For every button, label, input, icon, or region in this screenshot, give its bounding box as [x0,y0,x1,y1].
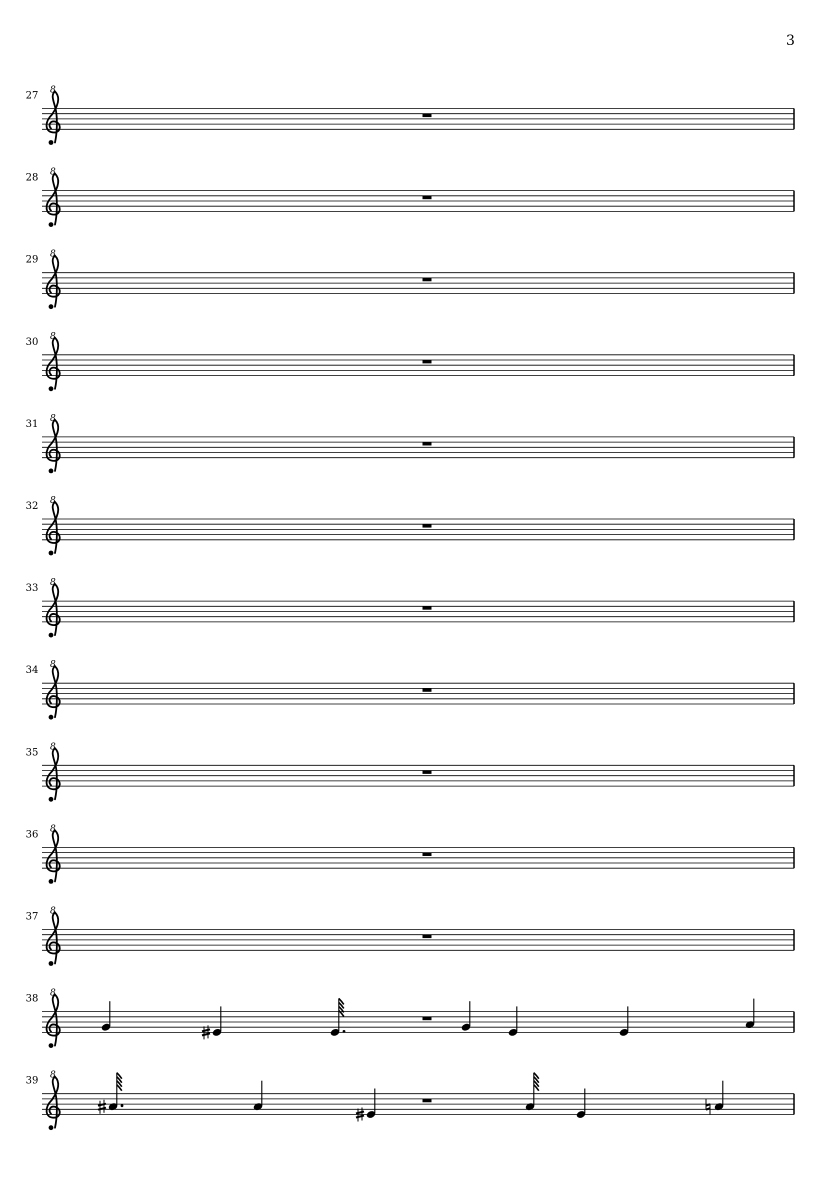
treble-clef-icon-tail [49,551,54,556]
ottava-mark: 8 [50,167,56,178]
page-number: 3 [786,33,795,49]
ottava-mark: 8 [50,496,56,506]
ottava-mark: 8 [50,742,56,753]
measure-number: 36 [25,829,39,841]
treble-clef-icon-tail [49,140,54,145]
treble-clef-icon [47,420,60,471]
measure-number: 27 [25,90,39,102]
system-34 [26,660,794,719]
measure-number: 33 [25,583,39,595]
rest [423,524,432,527]
system-37 [26,907,794,966]
rest [423,935,432,938]
treble-clef-icon [47,748,60,799]
rest [423,196,432,199]
measure-number: 38 [25,993,39,1005]
measure-number: 37 [25,911,39,923]
rest [423,771,432,774]
treble-clef-icon [47,913,60,964]
rest [423,114,432,117]
treble-clef-icon [47,338,60,389]
system-27 [26,86,794,145]
rest [423,853,432,856]
treble-clef-icon-tail [49,715,54,720]
treble-clef-icon-tail [49,633,54,638]
treble-clef-icon [47,830,60,881]
treble-clef-icon [47,174,60,225]
treble-clef-icon-tail [49,386,54,391]
treble-clef-icon-tail [49,797,54,802]
treble-clef-icon [47,995,60,1046]
system-30 [26,332,794,391]
measure-number: 31 [25,418,39,430]
ottava-mark: 8 [50,413,56,424]
treble-clef-icon [47,256,60,307]
system-33 [26,578,794,637]
treble-clef-icon [47,1077,60,1128]
system-38 [26,989,794,1048]
ottava-mark: 8 [50,906,56,917]
ottava-mark: 8 [50,249,56,260]
treble-clef-icon-tail [49,961,54,966]
treble-clef-icon [47,584,60,635]
system-35 [26,742,794,801]
treble-clef-icon [47,92,60,143]
ottava-mark: 8 [50,85,56,96]
sharp-icon [98,1100,106,1114]
rest [423,360,432,363]
measure-number: 32 [25,501,39,512]
measure-number: 35 [25,747,39,759]
system-29 [26,250,794,309]
treble-clef-icon-tail [49,1043,54,1048]
ottava-mark: 8 [50,1070,56,1081]
rest [423,278,432,281]
rest [423,1099,432,1102]
ottava-mark: 8 [50,660,56,671]
augmentation-dot [343,1030,346,1033]
ottava-mark: 8 [50,824,56,835]
system-31 [26,414,794,473]
system-36 [26,824,794,883]
treble-clef-icon [47,666,60,717]
note-2 [253,1081,264,1112]
rest [423,688,432,691]
augmentation-dot [121,1104,124,1107]
measure-number: 30 [25,336,39,348]
measure-number: 29 [25,254,39,266]
rest [423,606,432,609]
system-32 [26,496,794,555]
rest [423,442,432,445]
ottava-mark: 8 [50,331,56,342]
note-4 [525,1073,539,1112]
treble-clef-icon-tail [49,469,54,474]
ottava-mark: 8 [50,988,56,999]
system-39 [26,1071,794,1130]
treble-clef-icon-tail [49,304,54,309]
measure-number: 28 [25,172,39,184]
treble-clef-icon [47,502,60,553]
treble-clef-icon-tail [49,222,54,227]
treble-clef-icon-tail [49,879,54,884]
treble-clef-icon-tail [49,1125,54,1130]
ottava-mark: 8 [50,578,56,589]
natural-icon [706,1099,710,1115]
note-1 [98,1073,123,1114]
note-3 [330,998,346,1037]
measure-number: 39 [25,1075,39,1087]
system-28 [26,168,794,227]
measure-number: 34 [25,665,39,677]
note-7 [745,999,756,1030]
rest [423,1017,432,1020]
